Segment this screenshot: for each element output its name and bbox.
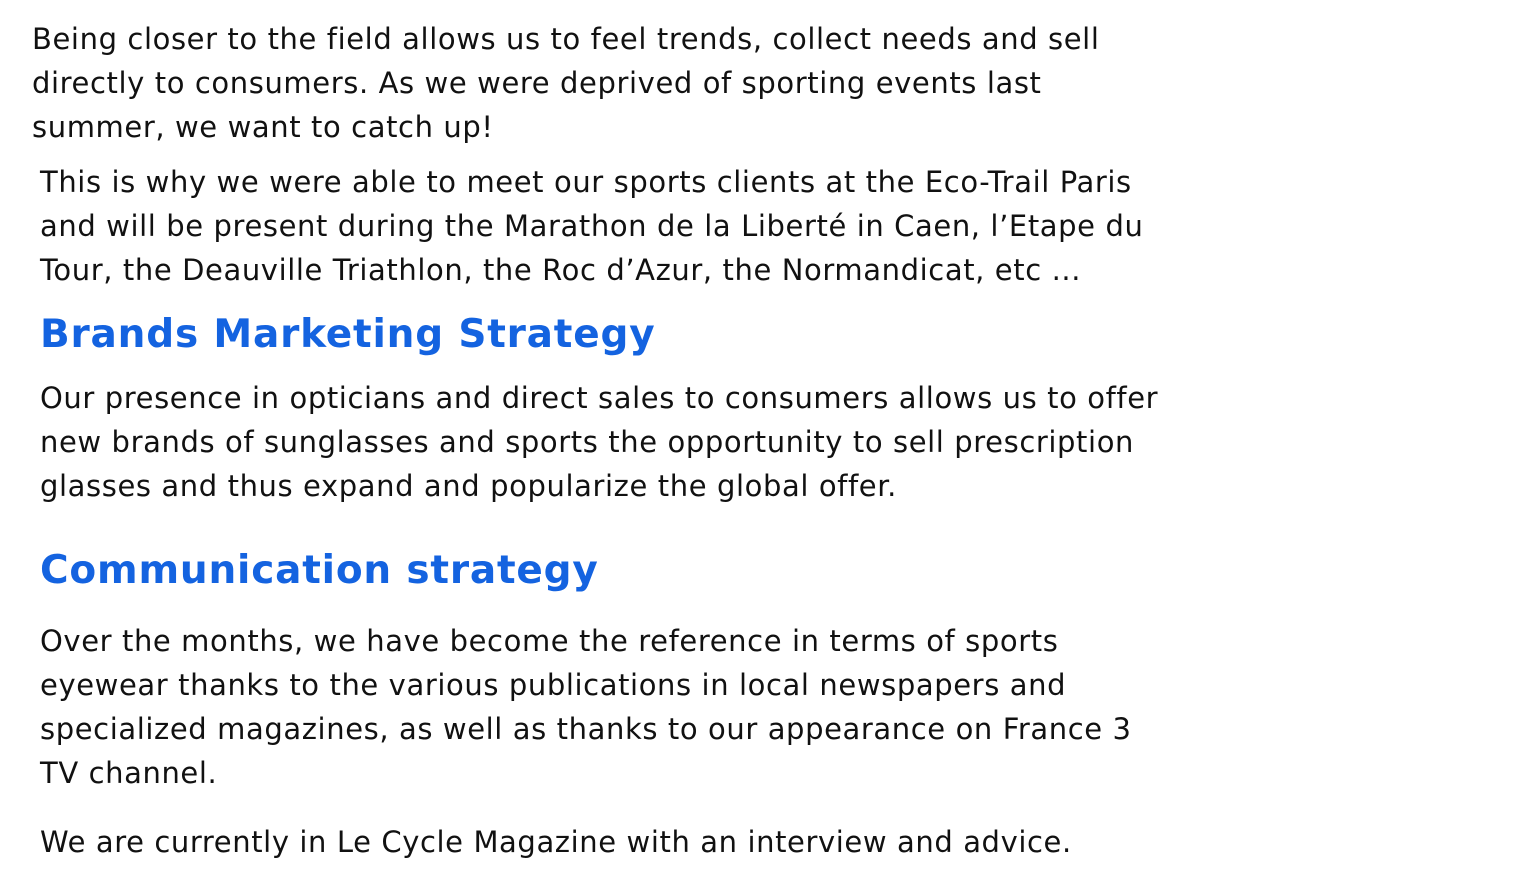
events-line: and will be present during the Marathon de la Liberté in Caen, l’Etape du — [40, 209, 1144, 243]
closing-paragraph: We are currently in Le Cycle Magazine with an interview and advice. — [40, 825, 1072, 859]
communication-line: specialized magazines, as well as thanks to our appearance on France 3 — [40, 712, 1132, 746]
brands-marketing-heading: Brands Marketing Strategy — [40, 312, 656, 357]
communication-strategy-heading: Communication strategy — [40, 548, 599, 593]
brands-line: Our presence in opticians and direct sales to consumers allows us to offer — [40, 381, 1159, 415]
communication-paragraph — [40, 619, 1132, 795]
intro-paragraph — [32, 17, 1100, 149]
communication-line: TV channel. — [40, 756, 218, 790]
brands-line: new brands of sunglasses and sports the opportunity to sell prescription — [40, 425, 1135, 459]
events-line: Tour, the Deauville Triathlon, the Roc d’Azur, the Normandicat, etc ... — [40, 253, 1082, 287]
communication-line: Over the months, we have become the reference in terms of sports — [40, 624, 1059, 658]
intro-line: summer, we want to catch up! — [32, 110, 494, 144]
intro-line: Being closer to the field allows us to feel trends, collect needs and sell — [32, 22, 1100, 56]
brands-paragraph — [40, 376, 1158, 508]
intro-line: directly to consumers. As we were deprived of sporting events last — [32, 66, 1042, 100]
communication-line: eyewear thanks to the various publications in local newspapers and — [40, 668, 1067, 702]
events-line: This is why we were able to meet our sports clients at the Eco-Trail Paris — [40, 165, 1132, 199]
brands-line: glasses and thus expand and popularize the global offer. — [40, 469, 897, 503]
events-paragraph — [40, 160, 1143, 292]
